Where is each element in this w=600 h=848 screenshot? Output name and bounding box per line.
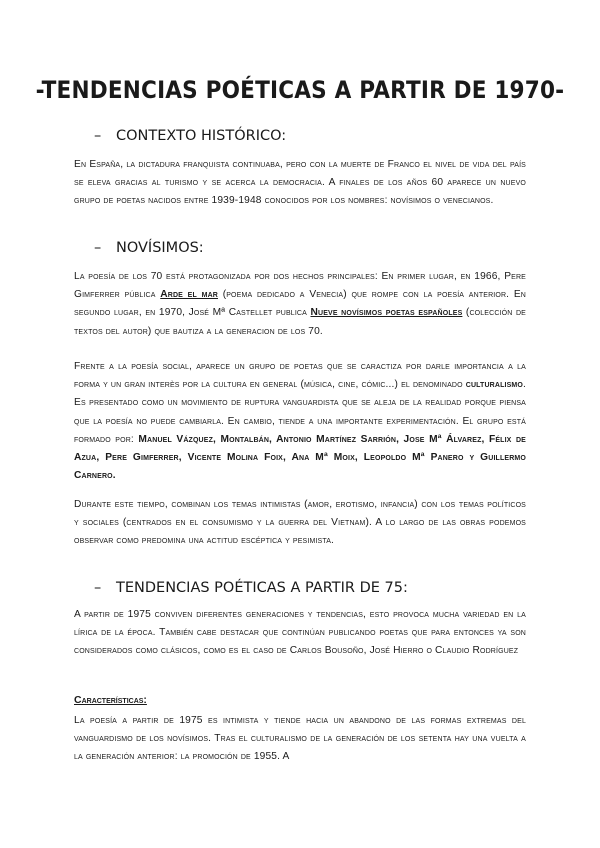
paragraph-tendencias-1: A partir de 1975 conviven diferentes generaciones y tendencias, esto provoca mucha variedad en la lírica de la época. También cabe destacar que continúan publicando poetas que para entonces ya son considerados como clásicos, como es el caso de Carlos Bousoño, José Hierro o Claudio Rodríguez bbox=[74, 609, 526, 657]
text-run: La poesía de los 70 está protagonizada por dos hechos principales: En primer lugar, en 1966, Pere Gimferrer pública bbox=[74, 271, 526, 301]
text-run: (colección de textos del autor) que bautiza a la generacion de los 70. bbox=[74, 307, 526, 337]
heading-novisimos bbox=[94, 240, 204, 256]
paragraph-tendencias-2: La poesía a partir de 1975 es intimista y tiende hacia un abandono de las formas extremas del vanguardismo de los novísimos. Tras el culturalismo de la generación de los setenta hay una vuelta a la generación anterior: la promoción de 1955. A bbox=[74, 715, 526, 763]
paragraph-contexto: En España, la dictadura franquista continuaba, pero con la muerte de Franco el nivel de vida del país se eleva gracias al turismo y se acerca la democracia. A finales de los años 60 aparece un nuevo grupo de poetas nacidos entre 1939-1948 conocidos por los nombres: novísimos o venecianos. bbox=[74, 159, 526, 207]
heading-text: TENDENCIAS POÉTICAS A PARTIR DE 75: bbox=[116, 580, 408, 596]
heading-dash: – bbox=[94, 240, 102, 256]
page-title: -TENDENCIAS POÉTICAS A PARTIR DE 1970- bbox=[35, 76, 565, 104]
book-title-nueve-novisimos: Nueve novísimos poetas españoles bbox=[310, 307, 463, 319]
subheading-caracteristicas: Características: bbox=[74, 694, 147, 706]
text-run: Frente a la poesía social, aparece un grupo de poetas que se caractiza por darle importancia a la forma y un gran interès por la cultura en general (música, cine, cómic...) el denominado bbox=[74, 361, 526, 391]
term-culturalismo: culturalismo bbox=[465, 379, 524, 391]
text-run: . Es presentado como un movimiento de ruptura vanguardista que se aleja de la realidad porque piensa que la poesía no puede cambiarla. En cambio, tiende a una importante experimentación. El grupo está formado por: bbox=[74, 379, 526, 445]
heading-text: CONTEXTO HISTÓRICO: bbox=[116, 128, 287, 144]
paragraph-novisimos-3: Durante este tiempo, combinan los temas intimistas (amor, erotismo, infancia) con los temas políticos y sociales (centrados en el consumismo y la guerra del Vietnam). A lo largo de las obras podemos observar como predomina una actitud escéptica y pesimista. bbox=[74, 499, 526, 547]
heading-dash: – bbox=[94, 128, 102, 144]
paragraph-novisimos-2 bbox=[74, 358, 526, 485]
heading-dash: – bbox=[94, 580, 102, 596]
heading-text: NOVÍSIMOS: bbox=[116, 240, 204, 256]
text-run: (poema dedicado a Venecia) que rompe con la poesía anterior. En segundo lugar, en 1970, José Mª Castellet publica bbox=[74, 289, 526, 319]
heading-contexto-historico bbox=[94, 128, 286, 144]
heading-tendencias-75 bbox=[94, 580, 408, 596]
book-title-arde-el-mar: Arde el mar bbox=[160, 289, 218, 301]
poets-list: Manuel Vázquez, Montalbán, Antonio Martínez Sarrión, Jose Mª Álvarez, Félix de Azua, Pere Gimferrer, Vicente Molina Foix, Ana Mª Moix, Leopoldo Mª Panero y Guillermo Carnero. bbox=[74, 433, 527, 482]
paragraph-novisimos-1 bbox=[74, 268, 526, 341]
